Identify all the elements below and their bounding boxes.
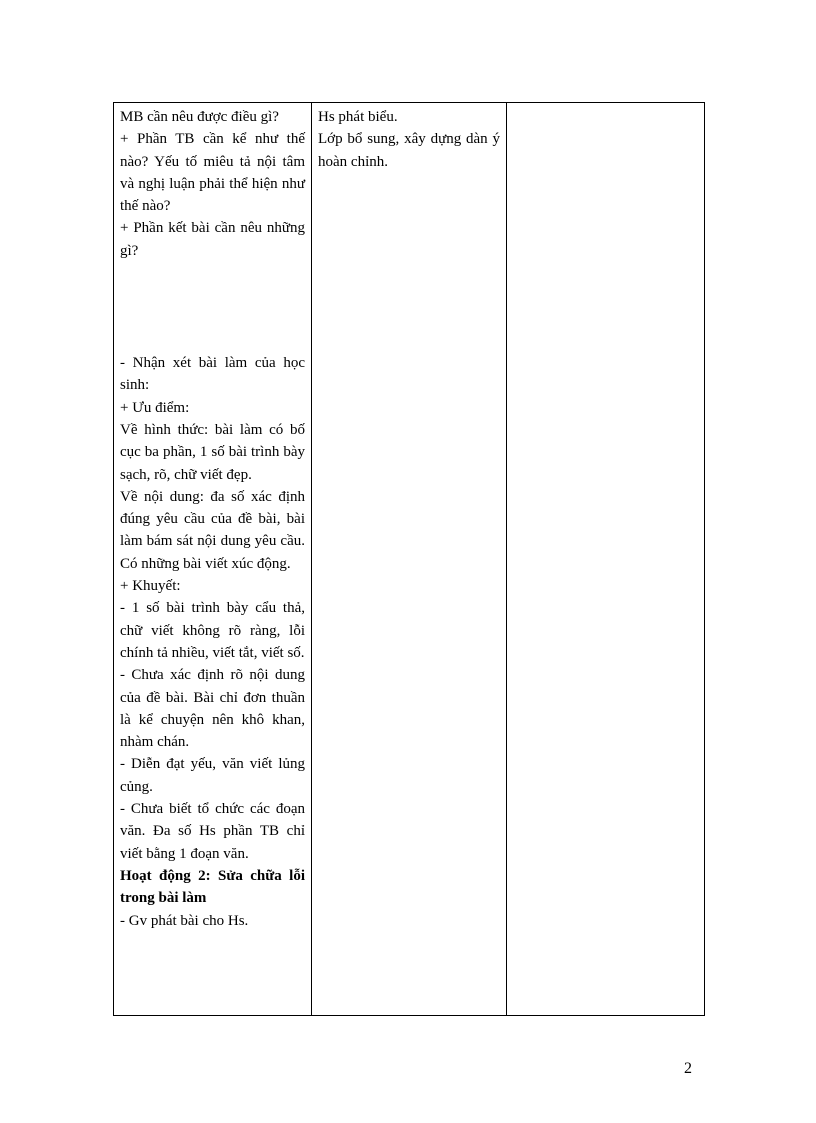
paragraph: + Phần kết bài cần nêu những gì? <box>120 220 305 259</box>
paragraph: MB cần nêu được điều gì? <box>120 109 279 125</box>
paragraph: Về hình thức: bài làm có bố cục ba phần, 1 số bài trình bày sạch, rõ, chữ viết đẹp. <box>120 421 305 483</box>
student-activity-cell <box>312 103 507 1016</box>
paragraph: + Phần TB cần kể như thế nào? Yếu tố miêu tả nội tâm và nghị luận phải thể hiện như thế nào? <box>120 131 305 215</box>
paragraph: Về nội dung: đa số xác định đúng yêu cầu của đề bài, bài làm bám sát nội dung yêu cầu. Có những bài viết xúc động. <box>120 488 305 572</box>
activity-heading: Hoạt động 2: Sửa chữa lỗi trong bài làm <box>120 867 305 907</box>
table-row <box>114 103 705 1016</box>
blank-space <box>120 262 305 352</box>
paragraph: - Gv phát bài cho Hs. <box>120 912 249 929</box>
content-cell <box>507 103 705 1016</box>
paragraph: - Nhận xét bài làm của học sinh: <box>120 355 305 394</box>
paragraph: - 1 số bài trình bày cẩu thả, chữ viết không rõ ràng, lỗi chính tả nhiều, viết tắt, viết số. <box>120 600 305 661</box>
paragraph: Lớp bổ sung, xây dựng dàn ý hoàn chỉnh. <box>318 131 500 170</box>
teacher-activity-cell <box>114 103 312 1016</box>
paragraph: + Khuyết: <box>120 578 181 595</box>
paragraph: - Chưa biết tổ chức các đoạn văn. Đa số Hs phần TB chỉ viết bằng 1 đoạn văn. <box>120 801 305 862</box>
lesson-table <box>113 102 705 1016</box>
paragraph: - Diễn đạt yếu, văn viết lủng củng. <box>120 756 305 795</box>
paragraph: + Ưu điểm: <box>120 399 190 416</box>
paragraph: Hs phát biểu. <box>318 109 398 125</box>
paragraph: - Chưa xác định rõ nội dung của đề bài. Bài chỉ đơn thuần là kể chuyện nên khô khan, nhàm chán. <box>120 667 305 751</box>
page-number: 2 <box>684 1060 692 1077</box>
